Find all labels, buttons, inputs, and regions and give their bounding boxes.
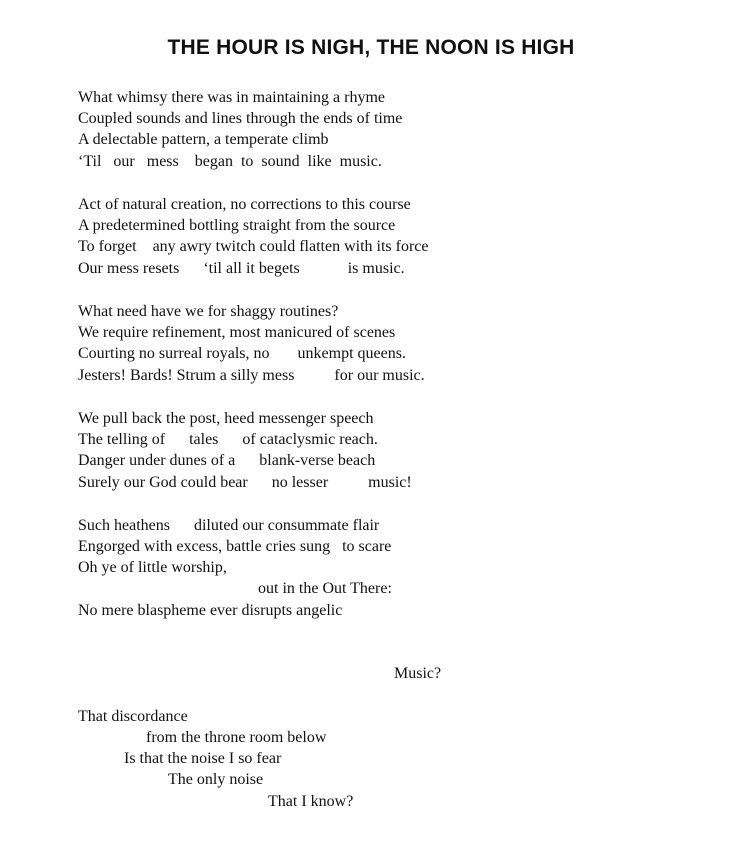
poem-line: What need have we for shaggy routines?	[78, 303, 339, 320]
poem-line: from the throne room below	[146, 729, 327, 746]
poem-line: Danger under dunes of a blank-verse beach	[78, 452, 376, 469]
poem-line: We require refinement, most manicured of scenes	[78, 324, 396, 341]
poem-line: To forget any awry twitch could flatten with its force	[78, 238, 429, 255]
poem-line: The only noise	[168, 771, 264, 788]
poem-line: Courting no surreal royals, no unkempt queens.	[78, 345, 406, 362]
poem-line: No mere blaspheme ever disrupts angelic	[78, 602, 343, 619]
poem-line: Such heathens diluted our consummate flair	[78, 517, 380, 534]
poem-line: The telling of tales of cataclysmic reach.	[78, 431, 378, 448]
poem-line: What whimsy there was in maintaining a rhyme	[78, 89, 386, 106]
poem-line: A predetermined bottling straight from the source	[78, 217, 396, 234]
poem-line: That discordance	[78, 708, 188, 725]
poem-line: Our mess resets ‘til all it begets is music.	[78, 260, 405, 277]
poem-line: A delectable pattern, a temperate climb	[78, 131, 329, 148]
poem-line: ‘Til our mess began to sound like music.	[78, 153, 382, 170]
poem-line: We pull back the post, heed messenger speech	[78, 410, 374, 427]
poem-line: Surely our God could bear no lesser music!	[78, 474, 412, 491]
poem-line: Coupled sounds and lines through the ends of time	[78, 110, 403, 127]
poem-line: Music?	[394, 665, 442, 682]
poem-line: out in the Out There:	[258, 580, 392, 597]
poem-line: Is that the noise I so fear	[124, 750, 282, 767]
poem-line: Engorged with excess, battle cries sung to scare	[78, 538, 392, 555]
poem-line: Act of natural creation, no corrections to this course	[78, 196, 411, 213]
poem-line: Oh ye of little worship,	[78, 559, 227, 576]
poem-line: That I know?	[268, 793, 354, 810]
poem-title: THE HOUR IS NIGH, THE NOON IS HIGH	[167, 36, 575, 59]
poem-line: Jesters! Bards! Strum a silly mess for our music.	[78, 367, 425, 384]
